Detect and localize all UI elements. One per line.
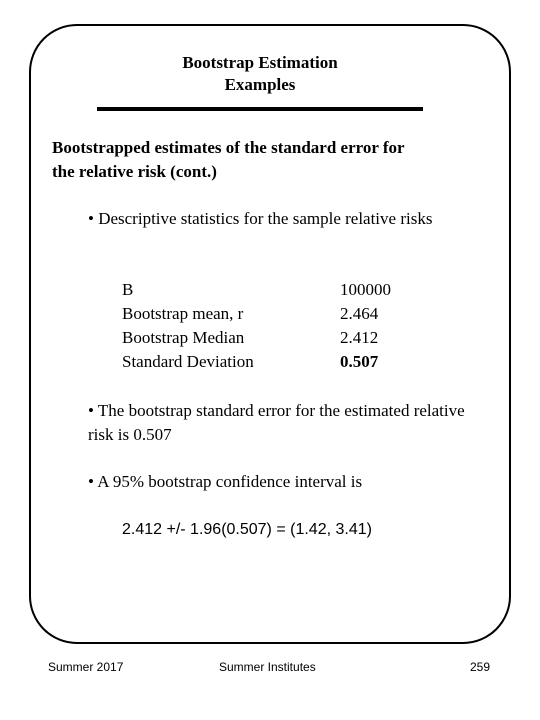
stat-label: B — [122, 280, 134, 299]
stat-label: Bootstrap mean, r — [122, 304, 244, 323]
stat-value: 2.412 — [340, 328, 379, 347]
stat-row — [122, 278, 391, 302]
footer-date: Summer 2017 — [48, 660, 124, 674]
bullet-descriptive-statistics: • Descriptive statistics for the sample relative risks — [88, 209, 433, 228]
stat-value: 2.464 — [340, 304, 379, 323]
stat-row — [122, 302, 391, 326]
title-divider — [97, 107, 423, 111]
confidence-interval-formula: 2.412 +/- 1.96(0.507) = (1.42, 3.41) — [122, 521, 372, 538]
title-line-1: Bootstrap Estimation — [182, 53, 338, 72]
stat-label: Standard Deviation — [122, 352, 254, 371]
bullet-bootstrap-standard-error: • The bootstrap standard error for the estimated relative risk is 0.507 — [88, 401, 465, 444]
slide-title — [0, 52, 520, 96]
stat-value: 100000 — [340, 280, 391, 299]
bullet-confidence-interval: • A 95% bootstrap confidence interval is — [88, 472, 363, 491]
footer-title: Summer Institutes — [219, 660, 316, 674]
stat-label: Bootstrap Median — [122, 328, 245, 347]
title-line-2: Examples — [224, 75, 296, 94]
stat-value: 0.507 — [340, 352, 379, 371]
slide-heading — [52, 136, 492, 184]
page-number: 259 — [470, 660, 491, 674]
stat-row — [122, 350, 391, 374]
heading-line-2: the relative risk (cont.) — [52, 162, 217, 181]
heading-line-1: Bootstrapped estimates of the standard error for — [52, 138, 405, 157]
stat-row — [122, 326, 391, 350]
statistics-table — [122, 278, 391, 374]
